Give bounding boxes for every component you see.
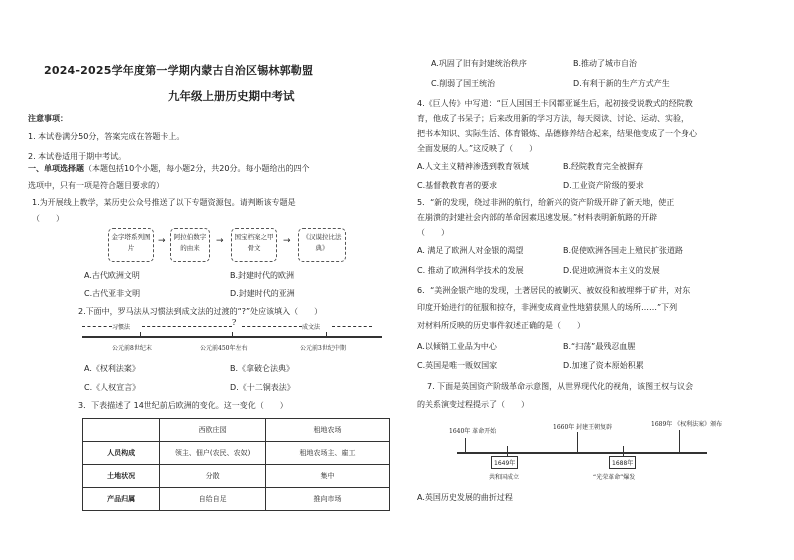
q2-tl-date-3: 公元前3世纪中期	[300, 345, 346, 352]
q4-option-a: A.人文主义精神渗透到教育领域	[417, 162, 529, 171]
q5-option-d: D.促进欧洲资本主义的发展	[563, 266, 660, 275]
table-cell: 领主、佃户(农民、农奴)	[160, 442, 266, 465]
table-cell: 人员构成	[83, 442, 160, 465]
connector-line	[507, 446, 508, 456]
q6-line-3: 对材料所反映的历史事件叙述正确的是（ ）	[417, 321, 585, 330]
q1-topic-box-1	[108, 228, 154, 262]
connector-line	[465, 438, 466, 452]
q7-tl-bottom-1: 1649年	[491, 456, 518, 469]
table-header-row	[83, 419, 390, 442]
q3-comparison-table	[82, 418, 390, 511]
q3-option-b: B.推动了城市自治	[573, 59, 638, 68]
table-row	[83, 488, 390, 511]
q1-option-c: C.古代亚非文明	[84, 289, 141, 298]
q1-option-a: A.古代欧洲文明	[84, 271, 140, 280]
q1-topic-box-3	[231, 228, 277, 262]
q7-tl-top-1: 1640年 革命开始	[449, 428, 497, 435]
q3-option-c: C.削弱了国王统治	[431, 79, 496, 88]
arrow-right-icon: →	[283, 236, 291, 246]
q2-timeline-right-label: 成文法	[302, 324, 321, 331]
q1-stem: 1.为开展线上教学，某历史公众号推送了以下专题资源包。请判断该专题是	[32, 198, 296, 207]
q1-topic-1: 金字塔系列图片	[111, 233, 151, 252]
q2-timeline-left-label: 习惯法	[112, 324, 131, 331]
connector-line	[623, 446, 624, 456]
table-cell: 推向市场	[265, 488, 389, 511]
arrow-right-icon: →	[158, 236, 166, 246]
q1-option-d: D.封建时代的亚洲	[230, 289, 295, 298]
dashed-line	[242, 326, 302, 327]
q7-tl-bottom-2: 1688年	[609, 456, 636, 469]
q1-paren: （ ）	[32, 214, 64, 223]
q1-topic-2: 阿拉伯数字的由来	[173, 233, 207, 252]
exam-title-line1: 2024-2025学年度第一学期内蒙古自治区锡林郭勒盟	[44, 64, 314, 77]
q3-stem: 3．下表描述了 14世纪前后欧洲的变化。这一变化（ ）	[78, 401, 288, 410]
q3-option-a: A.巩固了旧有封建统治秩序	[431, 59, 527, 68]
exam-title-line2: 九年级上册历史期中考试	[168, 89, 295, 103]
table-cell: 租地农场	[265, 419, 389, 442]
tick	[326, 332, 327, 337]
q7-tl-bottom-label-1: 共和国成立	[489, 474, 520, 481]
q5-line-1: 5．“新的发现，绕过非洲的航行，给新兴的资产阶级开辟了新天地，使正	[417, 198, 675, 207]
q7-timeline-axis	[457, 452, 707, 454]
q6-line-2: 印度开始进行的征服和掠夺，非洲变成商业性地猎获黑人的场所……”下列	[417, 303, 678, 312]
q2-question-mark: ?	[232, 318, 237, 327]
dashed-line	[332, 326, 372, 327]
q4-line-3: 把书本知识、实际生活、体育锻炼、品德修养结合起来，结果他变成了一个身心	[417, 129, 697, 138]
connector-line	[577, 432, 578, 452]
section-heading-line	[28, 163, 309, 174]
table-cell: 产品归属	[83, 488, 160, 511]
table-cell: 西欧庄园	[160, 419, 266, 442]
q1-option-b: B.封建时代的欧洲	[230, 271, 295, 280]
q2-option-a: A.《权利法案》	[84, 364, 140, 373]
q4-line-4: 全面发展的人。”这反映了（ ）	[417, 144, 538, 153]
q1-topic-4: 《汉谟拉比法典》	[302, 233, 342, 252]
q2-tl-date-1: 公元前8世纪末	[112, 345, 152, 352]
table-cell: 自给自足	[160, 488, 266, 511]
q5-option-a: A. 满足了欧洲人对金银的渴望	[417, 246, 524, 255]
tick	[232, 332, 233, 337]
q4-option-b: B.经院教育完全被摒弃	[563, 162, 644, 171]
q5-line-3: （ ）	[417, 228, 449, 237]
q6-option-b: B.“扫荡”最残忍血腥	[563, 342, 636, 351]
table-cell: 集中	[265, 465, 389, 488]
table-cell	[83, 419, 160, 442]
q5-line-2: 在崩溃的封建社会内部的革命因素迅速发展。”材料表明新航路的开辟	[417, 213, 658, 222]
q3-option-d: D.有利于新的生产方式产生	[573, 79, 670, 88]
q2-option-d: D.《十二铜表法》	[230, 383, 295, 392]
q7-option-a: A.英国历史发展的曲折过程	[417, 493, 513, 502]
q1-topic-3: 国宝档案之甲骨文	[234, 233, 274, 252]
table-row	[83, 465, 390, 488]
section-heading: 一、单项选择题	[28, 164, 84, 173]
q4-option-c: C.基督教教育者的要求	[417, 181, 498, 190]
q6-option-a: A.以倾销工业品为中心	[417, 342, 497, 351]
connector-line	[679, 430, 680, 452]
q7-line-1: 7. 下面是英国资产阶级革命示意图，从世界现代化的视角，该图王权与议会	[427, 382, 694, 391]
q2-stem: 2.下面中，罗马法从习惯法到成文法的过渡的“?”处应该填入（ ）	[78, 307, 323, 316]
notes-heading: 注意事项：	[28, 114, 68, 123]
q1-topic-box-4	[298, 228, 346, 262]
q7-tl-top-3: 1689年 《权利法案》颁布	[651, 421, 723, 428]
q6-line-1: 6．“美洲金银产地的发现，土著居民的被剿灭、被奴役和被埋葬于矿井，对东	[417, 286, 691, 295]
table-cell: 租地农场主、雇工	[265, 442, 389, 465]
dashed-line	[82, 326, 112, 327]
note-2: 2. 本试卷适用于期中考试。	[28, 152, 127, 161]
note-1: 1. 本试卷满分50分，答案完成在答题卡上。	[28, 132, 185, 141]
q5-option-b: B.促使欧洲各国走上殖民扩张道路	[563, 246, 684, 255]
q7-tl-top-2: 1660年 封建王朝复辟	[553, 424, 613, 431]
q2-option-c: C.《人权宣言》	[84, 383, 141, 392]
q4-option-d: D.工业资产阶级的要求	[563, 181, 644, 190]
q7-line-2: 的关系演变过程提示了（ ）	[417, 400, 529, 409]
dashed-line	[142, 326, 232, 327]
table-cell: 土地状况	[83, 465, 160, 488]
section-description: （本题包括10个小题，每小题2分，共20分。每小题给出的四个	[84, 164, 310, 173]
table-row	[83, 442, 390, 465]
arrow-right-icon: →	[216, 236, 224, 246]
table-cell: 分散	[160, 465, 266, 488]
q5-option-c: C. 推动了欧洲科学技术的发展	[417, 266, 524, 275]
section-description-2: 选项中，只有一项是符合题目要求的）	[28, 181, 164, 190]
q2-tl-date-2: 公元前450年左右	[200, 345, 248, 352]
q4-line-1: 4.《巨人传》中写道：“巨人国国王卡冈都亚诞生后，起初接受说教式的经院教	[417, 99, 693, 108]
q4-line-2: 育，他成了书呆子；后来改用新的学习方法，每天阅读、讨论、运动、实验，	[417, 114, 689, 123]
q6-option-c: C.英国是唯一贩奴国家	[417, 361, 498, 370]
q7-tl-bottom-label-2: “光荣革命”爆发	[593, 474, 636, 481]
q2-option-b: B.《拿破仑法典》	[230, 364, 295, 373]
q1-topic-box-2	[170, 228, 210, 262]
tick	[140, 332, 141, 337]
q6-option-d: D.加速了资本原始积累	[563, 361, 644, 370]
